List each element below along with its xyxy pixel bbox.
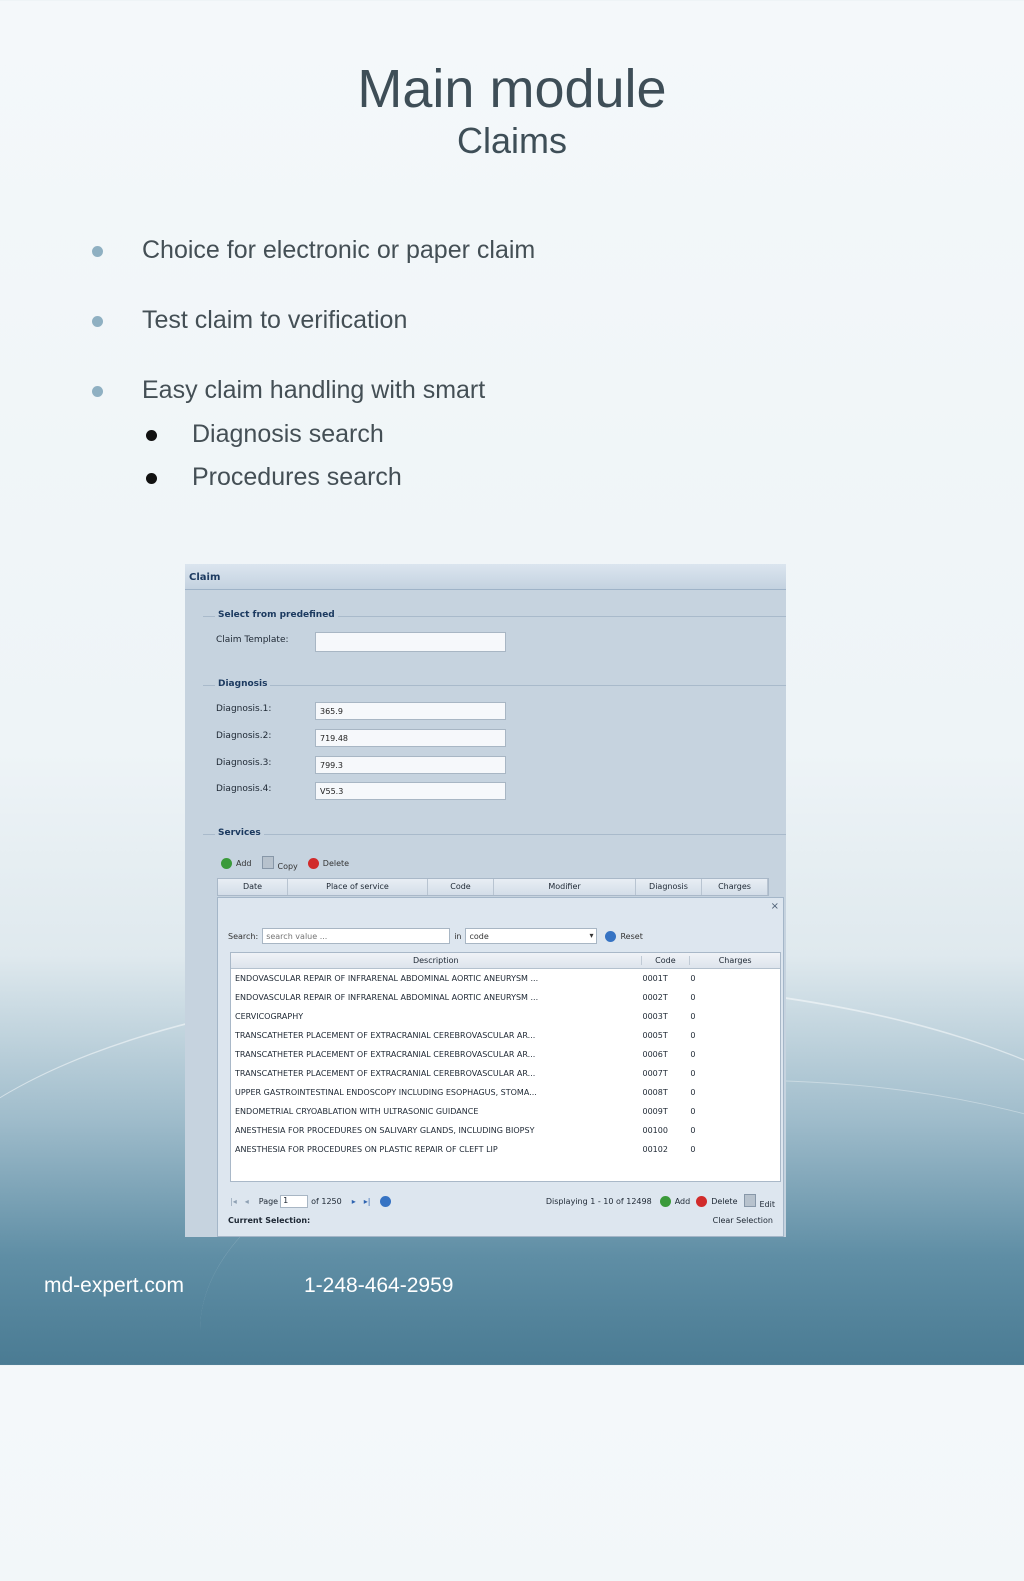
row-description: ANESTHESIA FOR PROCEDURES ON PLASTIC REPAIR OF CLEFT LIP (235, 1145, 498, 1154)
page-count-label: of 1250 (311, 1196, 342, 1206)
services-copy-label: Copy (277, 862, 298, 871)
row-code: 00100 (642, 1126, 668, 1135)
pager-add-label: Add (674, 1196, 691, 1206)
current-selection-bar (228, 1216, 777, 1225)
bullet-text: Choice for electronic or paper claim (142, 236, 536, 264)
row-code: 0003T (642, 1012, 668, 1021)
row-code: 00102 (642, 1145, 668, 1154)
claim-template-input[interactable] (315, 632, 506, 652)
row-description: ENDOMETRIAL CRYOABLATION WITH ULTRASONIC GUIDANCE (235, 1107, 479, 1116)
services-add-button[interactable] (221, 858, 252, 869)
bullet-list (88, 236, 535, 506)
sub-bullet-text: Procedures search (192, 463, 402, 491)
diagnosis-4-input[interactable]: V55.3 (315, 782, 506, 800)
row-code: 0002T (642, 993, 668, 1002)
row-description: TRANSCATHETER PLACEMENT OF EXTRACRANIAL CEREBROVASCULAR AR... (235, 1031, 536, 1040)
services-copy-button[interactable] (262, 856, 298, 871)
row-code: 0007T (642, 1069, 668, 1078)
row-charges: 0 (690, 1069, 696, 1078)
row-code: 0005T (642, 1031, 668, 1040)
pager-toolbar (230, 1192, 779, 1210)
row-charges: 0 (690, 1050, 696, 1059)
services-fieldset (203, 828, 786, 838)
page-number-input[interactable]: 1 (280, 1195, 308, 1208)
col-place-of-service[interactable]: Place of service (288, 879, 428, 895)
diagnosis-4-label: Diagnosis.4: (216, 784, 272, 794)
row-charges: 0 (690, 1107, 696, 1116)
diagnosis-3-label: Diagnosis.3: (216, 758, 272, 768)
services-toolbar (221, 856, 349, 871)
delete-icon (696, 1196, 707, 1207)
table-row[interactable] (231, 1140, 780, 1159)
copy-icon (262, 856, 274, 869)
bullet-item (88, 236, 535, 306)
in-label: in (454, 931, 462, 941)
bullet-text: Easy claim handling with smart (142, 376, 486, 404)
table-row[interactable] (231, 1045, 780, 1064)
services-add-label: Add (236, 859, 252, 868)
col-description[interactable]: Description (231, 956, 642, 965)
table-row[interactable] (231, 1064, 780, 1083)
diagnosis-fieldset (203, 679, 786, 689)
col-charges[interactable]: Charges (718, 956, 752, 965)
close-icon[interactable]: × (770, 901, 779, 912)
row-charges: 0 (690, 1031, 696, 1040)
table-row[interactable] (231, 1007, 780, 1026)
col-code[interactable]: Code (428, 879, 494, 895)
claim-screenshot (185, 564, 786, 1237)
search-input[interactable] (262, 928, 450, 944)
row-code: 0001T (642, 974, 668, 983)
row-description: CERVICOGRAPHY (235, 1012, 304, 1021)
row-description: UPPER GASTROINTESTINAL ENDOSCOPY INCLUDING ESOPHAGUS, STOMA... (235, 1088, 537, 1097)
row-description: TRANSCATHETER PLACEMENT OF EXTRACRANIAL CEREBROVASCULAR AR... (235, 1069, 536, 1078)
page-label: Page (258, 1196, 279, 1206)
search-label: Search: (228, 931, 259, 941)
reset-button[interactable] (605, 931, 642, 942)
diagnosis-legend: Diagnosis (215, 679, 270, 689)
prev-page-icon[interactable]: ◂ (244, 1196, 249, 1206)
col-charges[interactable]: Charges (702, 879, 768, 895)
pager-edit-label: Edit (759, 1199, 775, 1209)
row-charges: 0 (690, 1145, 696, 1154)
pager-edit-button[interactable] (744, 1194, 776, 1209)
search-field-select[interactable] (465, 928, 597, 944)
diagnosis-2-input[interactable]: 719.48 (315, 729, 506, 747)
services-delete-button[interactable] (308, 858, 349, 869)
predefined-fieldset (203, 610, 786, 620)
search-toolbar (228, 928, 643, 944)
table-row[interactable] (231, 969, 780, 988)
next-page-icon[interactable]: ▸ (351, 1196, 356, 1206)
row-charges: 0 (690, 974, 696, 983)
clear-selection-button[interactable]: Clear Selection (712, 1216, 773, 1225)
bullet-dot-icon (92, 316, 103, 327)
row-description: ENDOVASCULAR REPAIR OF INFRARENAL ABDOMINAL AORTIC ANEURYSM ... (235, 993, 539, 1002)
refresh-icon (605, 931, 616, 942)
row-code: 0008T (642, 1088, 668, 1097)
bullet-item (88, 376, 535, 420)
footer-phone: 1-248-464-2959 (304, 1274, 454, 1297)
predefined-legend: Select from predefined (215, 610, 338, 620)
diagnosis-1-input[interactable]: 365.9 (315, 702, 506, 720)
row-code: 0009T (642, 1107, 668, 1116)
bullet-dot-icon (92, 246, 103, 257)
diagnosis-1-label: Diagnosis.1: (216, 704, 272, 714)
sub-bullet-text: Diagnosis search (192, 420, 384, 448)
chevron-down-icon: ▾ (589, 931, 594, 940)
table-row[interactable] (231, 1121, 780, 1140)
table-row[interactable] (231, 1102, 780, 1121)
slide-subtitle: Claims (456, 120, 567, 161)
procedure-grid-header (231, 953, 780, 969)
diagnosis-3-input[interactable]: 799.3 (315, 756, 506, 774)
pager-delete-label: Delete (711, 1196, 738, 1206)
col-diagnosis[interactable]: Diagnosis (636, 879, 702, 895)
row-code: 0006T (642, 1050, 668, 1059)
reset-label: Reset (620, 931, 643, 941)
delete-icon (308, 858, 319, 869)
last-page-icon[interactable]: ▸| (363, 1196, 371, 1206)
pager-delete-button[interactable] (696, 1196, 737, 1207)
col-modifier[interactable]: Modifier (494, 879, 636, 895)
bullet-dot-icon (92, 386, 103, 397)
sub-bullet-dot-icon (146, 473, 157, 484)
bullet-text: Test claim to verification (142, 306, 408, 334)
first-page-icon[interactable]: |◂ (230, 1196, 237, 1206)
row-charges: 0 (690, 1126, 696, 1135)
row-charges: 0 (690, 1088, 696, 1097)
claim-template-label: Claim Template: (216, 635, 289, 645)
services-grid-header (217, 878, 769, 896)
add-icon (660, 1196, 671, 1207)
add-icon (221, 858, 232, 869)
edit-icon (744, 1194, 756, 1207)
row-description: ENDOVASCULAR REPAIR OF INFRARENAL ABDOMINAL AORTIC ANEURYSM ... (235, 974, 539, 983)
table-row[interactable] (231, 988, 780, 1007)
diagnosis-2-label: Diagnosis.2: (216, 731, 272, 741)
pager-add-button[interactable] (660, 1196, 691, 1207)
current-selection-label: Current Selection: (228, 1216, 311, 1225)
refresh-icon[interactable] (380, 1196, 391, 1207)
bullet-item (88, 306, 535, 376)
window-title: Claim (185, 564, 786, 590)
row-charges: 0 (690, 1012, 696, 1021)
procedure-grid (230, 952, 781, 1182)
col-date[interactable]: Date (218, 879, 288, 895)
services-legend: Services (215, 828, 264, 838)
sub-bullet-dot-icon (146, 430, 157, 441)
table-row[interactable] (231, 1083, 780, 1102)
displaying-label: Displaying 1 - 10 of 12498 (545, 1196, 652, 1206)
slide-title: Main module (357, 59, 667, 119)
table-row[interactable] (231, 1026, 780, 1045)
col-code[interactable]: Code (642, 956, 691, 965)
services-delete-label: Delete (322, 859, 350, 868)
row-description: ANESTHESIA FOR PROCEDURES ON SALIVARY GLANDS, INCLUDING BIOPSY (235, 1126, 535, 1135)
row-charges: 0 (690, 993, 696, 1002)
procedure-search-popup (217, 897, 784, 1237)
sub-bullet-item (88, 463, 535, 506)
sub-bullet-item (88, 420, 535, 463)
search-field-value: code (469, 932, 489, 941)
row-description: TRANSCATHETER PLACEMENT OF EXTRACRANIAL CEREBROVASCULAR AR... (235, 1050, 536, 1059)
footer-website[interactable]: md-expert.com (44, 1274, 185, 1297)
